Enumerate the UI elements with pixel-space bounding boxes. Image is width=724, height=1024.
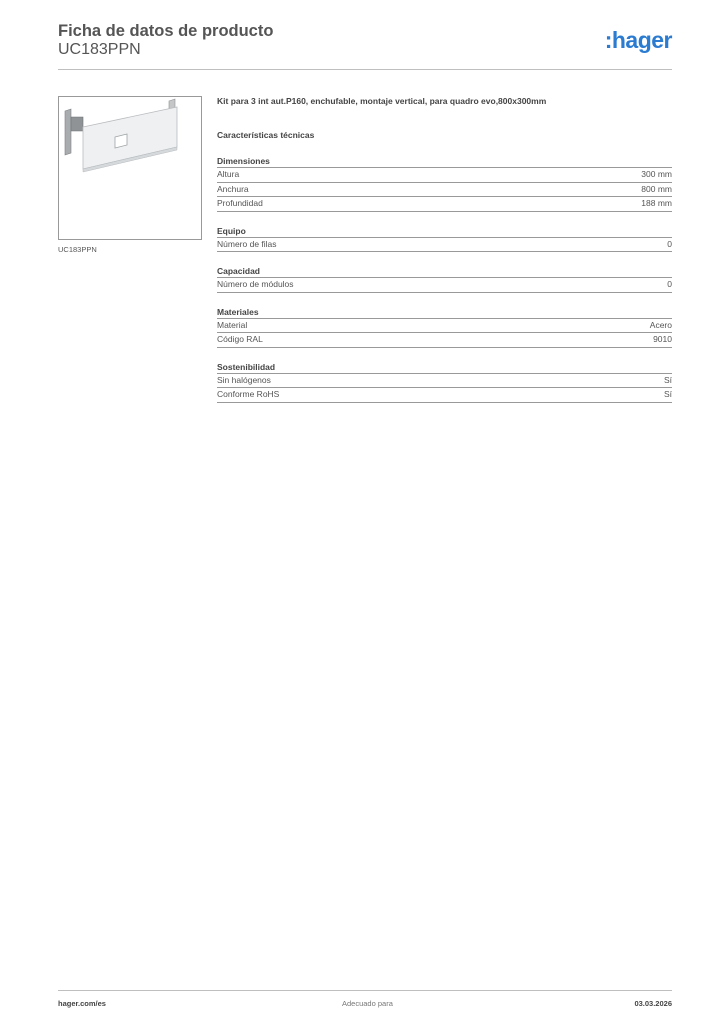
spec-label: Código RAL <box>217 334 263 344</box>
spec-label: Material <box>217 319 248 330</box>
section-title: Sostenibilidad <box>217 362 672 374</box>
technical-characteristics-title: Características técnicas <box>217 130 315 140</box>
hager-logo <box>605 27 672 54</box>
footer-suitable-for: Adecuado para <box>342 999 393 1008</box>
logo-prefix: : <box>604 27 612 53</box>
product-content <box>217 96 672 403</box>
section-dimensiones <box>217 156 672 212</box>
spec-value: 800 mm <box>641 183 672 194</box>
spec-value: Acero <box>649 319 672 330</box>
image-caption: UC183PPN <box>58 245 97 254</box>
spec-label: Sin halógenos <box>217 374 271 385</box>
section-capacidad <box>217 266 672 293</box>
spec-row <box>217 238 672 253</box>
footer-date: 03.03.2026 <box>634 999 672 1008</box>
spec-row <box>217 388 672 403</box>
spec-row <box>217 319 672 334</box>
spec-label: Número de módulos <box>217 279 294 289</box>
section-title: Dimensiones <box>217 156 672 168</box>
page-footer <box>58 990 672 1008</box>
spec-value: 0 <box>667 238 672 249</box>
section-sostenibilidad <box>217 362 672 403</box>
product-description: Kit para 3 int aut.P160, enchufable, montaje vertical, para quadro evo,800x300mm <box>217 96 547 106</box>
spec-label: Anchura <box>217 183 249 194</box>
footer-website: hager.com/es <box>58 999 106 1008</box>
spec-row <box>217 197 672 212</box>
logo-text: hager <box>611 27 672 53</box>
spec-label: Profundidad <box>217 198 263 208</box>
spec-row <box>217 278 672 293</box>
section-equipo <box>217 226 672 253</box>
section-materiales <box>217 307 672 348</box>
document-title: Ficha de datos de producto <box>58 22 274 40</box>
spec-row <box>217 374 672 389</box>
spec-value: 300 mm <box>641 169 672 179</box>
section-title: Equipo <box>217 226 672 238</box>
spec-value: 0 <box>667 279 672 289</box>
spec-label: Conforme RoHS <box>217 389 280 399</box>
spec-row <box>217 168 672 183</box>
spec-value: 9010 <box>653 334 672 344</box>
spec-row <box>217 183 672 198</box>
product-reference: UC183PPN <box>58 41 141 58</box>
section-title: Materiales <box>217 307 672 319</box>
page-header <box>58 22 672 70</box>
spec-row <box>217 333 672 348</box>
product-image <box>58 96 202 240</box>
spec-label: Altura <box>217 169 240 179</box>
section-title: Capacidad <box>217 266 672 278</box>
mounting-kit-illustration <box>59 97 201 239</box>
spec-value: 188 mm <box>641 198 672 208</box>
spec-value: Sí <box>663 374 672 385</box>
spec-label: Número de filas <box>217 238 277 249</box>
spec-value: Sí <box>663 389 672 399</box>
